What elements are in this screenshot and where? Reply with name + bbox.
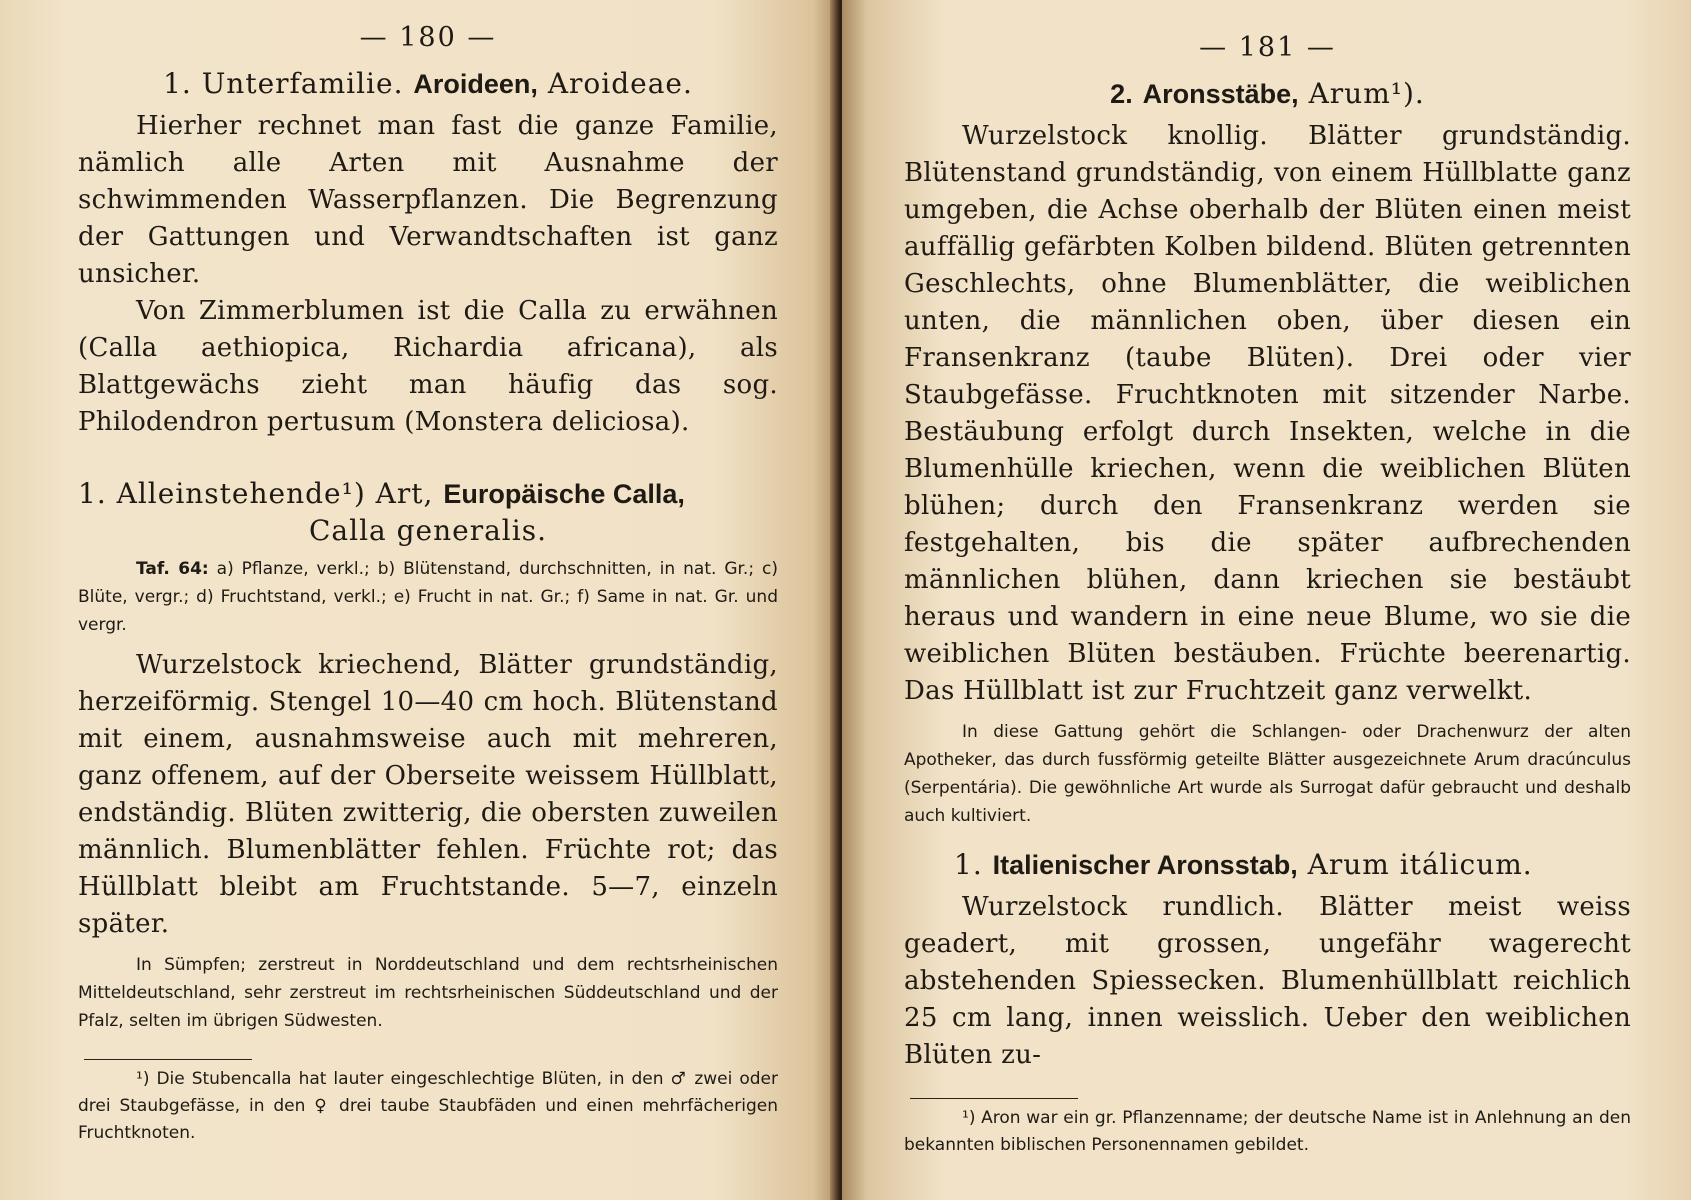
intro-paragraph: Hierher rechnet man fast die ganze Familie, nämlich alle Arten mit Ausnahme der schwimmenden Wasserpflanzen. Die Begrenzung der Gattungen und Verwandtschaften ist ganz unsicher.: [78, 111, 778, 289]
subfamily-prefix: 1. Unterfamilie.: [163, 67, 404, 100]
species-latin: Calla generalis.: [309, 514, 547, 547]
footnote-rule-left: [84, 1059, 252, 1060]
calla-description: Wurzelstock kriechend, Blätter grundständig, herzeiförmig. Stengel 10—40 cm hoch. Blütenstand mit einem, ausnahmsweise auch mit mehreren, ganz offenem, auf der Oberseite weissem Hüllblatt, endständig. Blüten zwitterig, die obersten zuweilen männlich. Blumenblätter fehlen. Früchte rot; das Hüllblatt bleibt am Fruchtstande. 5—7, einzeln später.: [78, 650, 778, 939]
calla-habitat: In Sümpfen; zerstreut in Norddeutschland und dem rechtsrheinischen Mitteldeutschland, sehr zerstreut im rechtsrheinischen Süddeutschland und der Pfalz, selten im übrigen Südwesten.: [78, 955, 778, 1031]
genus-heading: [904, 77, 1631, 110]
footnote-left: ¹) Die Stubencalla hat lauter eingeschlechtige Blüten, in den ♂ zwei oder drei Staubgefässe, in den ♀ drei taube Staubfäden und einen mehrfächerigen Fruchtknoten.: [78, 1069, 778, 1143]
plate-label: Taf. 64:: [136, 559, 209, 579]
subfamily-latin: Aroideae.: [547, 67, 693, 100]
arum-species-prefix: 1.: [954, 848, 983, 881]
genus-prefix: 2.: [1110, 79, 1133, 109]
genus-name: Aronsstäbe,: [1142, 79, 1299, 109]
arum-italicum-text: Wurzelstock rundlich. Blätter meist weiss geadert, mit grossen, ungefähr wagerecht abstehenden Spiessecken. Blumenhüllblatt reichlich 25 cm lang, innen weisslich. Ueber den weiblichen Blüten zu-: [904, 892, 1631, 1070]
species-prefix: 1. Alleinstehende¹) Art,: [78, 477, 434, 510]
species-heading-arum: [904, 848, 1631, 881]
genus-latin: Arum¹).: [1308, 77, 1425, 110]
arum-species-latin: Arum itálicum.: [1307, 848, 1533, 881]
species-heading-calla: [78, 477, 778, 510]
plate-reference: [78, 555, 778, 639]
subfamily-heading: [78, 67, 778, 100]
page-number-right: — 181 —: [1199, 32, 1336, 63]
left-page: [0, 0, 838, 1200]
arum-note: In diese Gattung gehört die Schlangen- oder Drachenwurz der alten Apotheker, das durch fussförmig geteilte Blätter ausgezeichnete Arum dracúnculus (Serpentária). Die gewöhnliche Art wurde als Surrogat dafür gebraucht und deshalb auch kultiviert.: [904, 722, 1631, 826]
arum-description: Wurzelstock knollig. Blätter grundständig. Blütenstand grundständig, von einem Hüllblatte ganz umgeben, die Achse oberhalb der Blüten einen meist auffällig gefärbten Kolben bildend. Blüten getrennten Geschlechts, ohne Blumenblätter, die weiblichen unten, die männlichen oben, über diesen ein Fransenkranz (taube Blüten). Drei oder vier Staubgefässe. Fruchtknoten mit sitzender Narbe. Bestäubung erfolgt durch Insekten, welche in die Blumenhülle kriechen, wenn die weiblichen Blüten blühen; durch den Fransenkranz werden sie festgehalten, bis die später aufbrechenden männlichen blühen, dann kriechen sie bestäubt heraus und wandern in eine neue Blume, wo sie die weiblichen Blüten bestäuben. Früchte beerenartig. Das Hüllblatt ist zur Fruchtzeit ganz verwelkt.: [904, 121, 1631, 706]
arum-species-name: Italienischer Aronsstab,: [992, 850, 1298, 880]
footnote-rule-right: [910, 1098, 1078, 1099]
right-page: [842, 0, 1691, 1200]
houseplants-paragraph: Von Zimmerblumen ist die Calla zu erwähnen (Calla aethiopica, Richardia africana), als Blattgewächs zieht man häufig das sog. Philodendron pertusum (Monstera deliciosa).: [78, 296, 778, 437]
species-name: Europäische Calla,: [443, 479, 685, 509]
plate-text: a) Pflanze, verkl.; b) Blütenstand, durchschnitten, in nat. Gr.; c) Blüte, vergr.; d) Fruchtstand, verkl.; e) Frucht in nat. Gr.; f) Same in nat. Gr. und vergr.: [78, 559, 778, 635]
page-number-left: — 180 —: [359, 22, 497, 53]
subfamily-name: Aroideen,: [413, 69, 538, 99]
footnote-right: ¹) Aron war ein gr. Pflanzenname; der deutsche Name ist in Anlehnung an den bekannten biblischen Personennamen gebildet.: [904, 1108, 1631, 1155]
